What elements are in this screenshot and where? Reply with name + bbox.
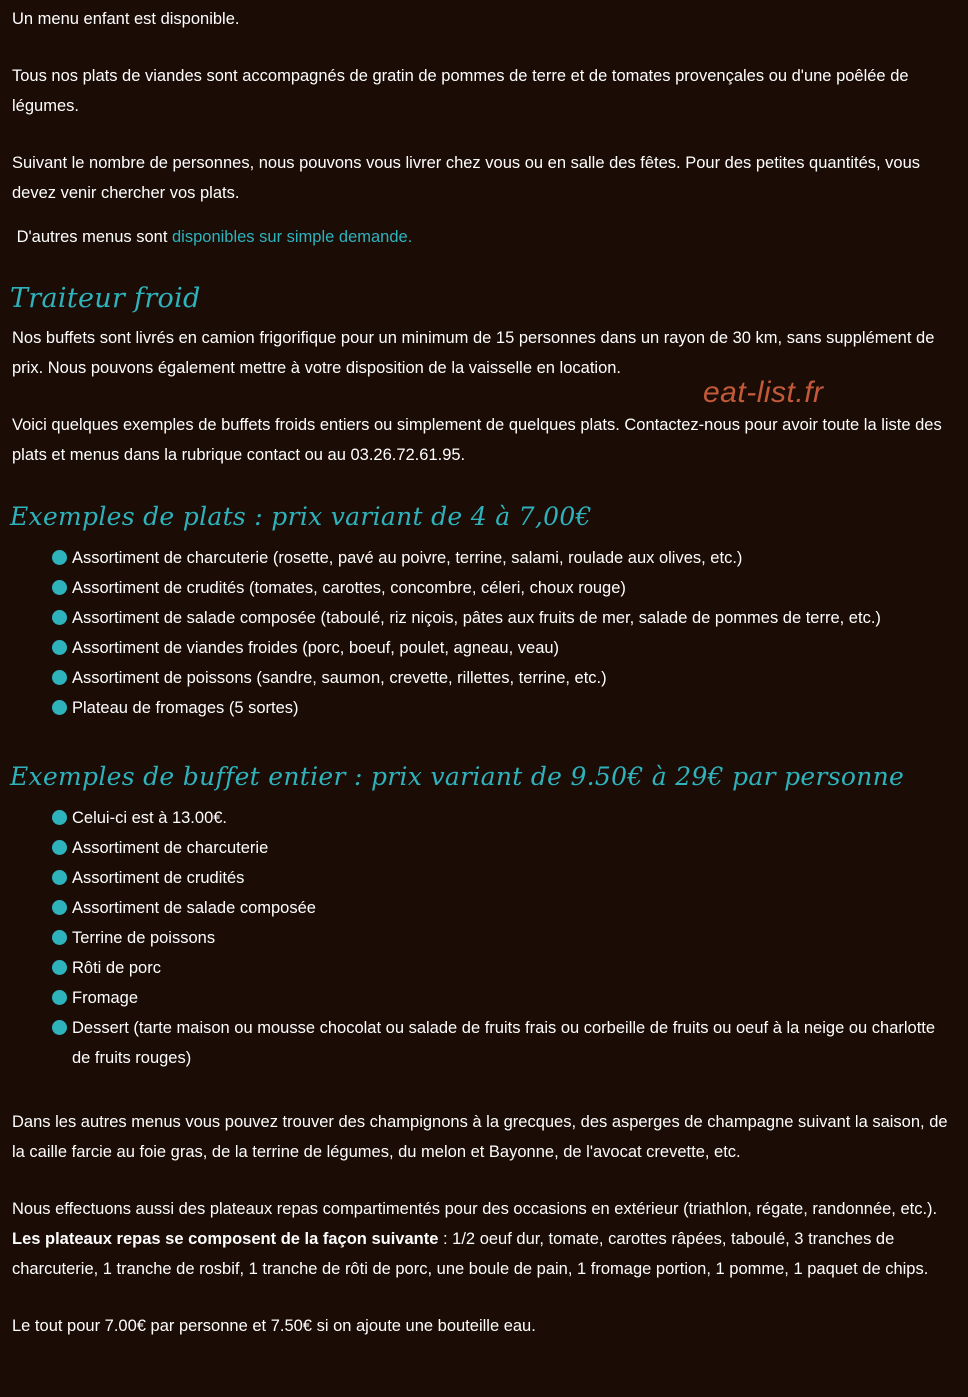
list-item: Assortiment de poissons (sandre, saumon, crevette, rillettes, terrine, etc.): [52, 663, 956, 693]
list-item: Assortiment de crudités: [52, 863, 956, 893]
buffets-delivery-text: Nos buffets sont livrés en camion frigorifique pour un minimum de 15 personnes dans un rayon de 30 km, sans supplément de prix. Nous pouvons également mettre à votre disposition de la vaisselle en location.: [12, 329, 935, 377]
bullet-icon: [52, 900, 67, 915]
trays-contents: : 1/2 oeuf dur, tomate, carottes râpées, taboulé, 3 tranches de charcuterie, 1 tranche de rosbif, 1 tranche de rôti de porc, une boule de pain, 1 fromage portion, 1 pomme, 1 paquet de chips.: [12, 1230, 929, 1278]
meat-dishes-text: Tous nos plats de viandes sont accompagnés de gratin de pommes de terre et de tomates provençales ou d'une poêlée de légumes.: [12, 67, 909, 115]
bullet-icon: [52, 580, 67, 595]
bullet-icon: [52, 550, 67, 565]
list-item: Assortiment de salade composée (taboulé, riz niçois, pâtes aux fruits de mer, salade de pommes de terre, etc.): [52, 603, 956, 633]
buffet-heading: Exemples de buffet entier : prix variant de 9.50€ à 29€ par personne: [10, 762, 905, 791]
list-item: Terrine de poissons: [52, 923, 956, 953]
list-item: Assortiment de salade composée: [52, 893, 956, 923]
trays-paragraph: [12, 1194, 956, 1284]
dishes-list: [12, 543, 956, 723]
bullet-icon: [52, 670, 67, 685]
delivery-text: Suivant le nombre de personnes, nous pouvons vous livrer chez vous ou en salle des fêtes. Pour des petites quantités, vous devez venir chercher vos plats.: [12, 154, 921, 202]
on-request-link[interactable]: disponibles sur simple demande.: [172, 228, 413, 246]
bullet-icon: [52, 960, 67, 975]
other-menus-prefix: D'autres menus sont: [16, 228, 168, 246]
list-item: Celui-ci est à 13.00€.: [52, 803, 956, 833]
bullet-icon: [52, 840, 67, 855]
price-text: Le tout pour 7.00€ par personne et 7.50€ si on ajoute une bouteille eau.: [12, 1317, 536, 1335]
trays-prefix: Nous effectuons aussi des plateaux repas compartimentés pour des occasions en extérieur (triathlon, régate, randonnée, etc.).: [12, 1200, 938, 1218]
other-menus-text: Dans les autres menus vous pouvez trouver des champignons à la grecques, des asperges de champagne suivant la saison, de la caille farcie au foie gras, de la terrine de légumes, du melon et Bayonne, de l'avocat crevette, etc.: [12, 1113, 948, 1161]
kids-menu-text: Un menu enfant est disponible.: [12, 10, 240, 28]
list-item: Assortiment de viandes froides (porc, boeuf, poulet, agneau, veau): [52, 633, 956, 663]
other-menus-paragraph: [12, 222, 956, 252]
list-item: Assortiment de charcuterie: [52, 833, 956, 863]
bullet-icon: [52, 930, 67, 945]
list-item: Fromage: [52, 983, 956, 1013]
bullet-icon: [52, 870, 67, 885]
list-item: Rôti de porc: [52, 953, 956, 983]
cold-catering-heading: Traiteur froid: [10, 283, 201, 314]
list-item: Assortiment de charcuterie (rosette, pavé au poivre, terrine, salami, roulade aux olives, etc.): [52, 543, 956, 573]
bullet-icon: [52, 610, 67, 625]
watermark-logo: eat-list.fr: [703, 376, 824, 409]
bullet-icon: [52, 700, 67, 715]
list-item: Plateau de fromages (5 sortes): [52, 693, 956, 723]
bullet-icon: [52, 1020, 67, 1035]
bullet-icon: [52, 640, 67, 655]
list-item: Assortiment de crudités (tomates, carottes, concombre, céleri, choux rouge): [52, 573, 956, 603]
examples-intro-text: Voici quelques exemples de buffets froids entiers ou simplement de quelques plats. Contactez-nous pour avoir toute la liste des plats et menus dans la rubrique contact ou au 03.26.72.61.95.: [12, 416, 942, 464]
trays-bold-heading: Les plateaux repas se composent de la façon suivante: [12, 1230, 439, 1248]
bullet-icon: [52, 810, 67, 825]
buffet-list: [12, 803, 956, 1073]
bullet-icon: [52, 990, 67, 1005]
dishes-heading: Exemples de plats : prix variant de 4 à 7,00€: [10, 502, 592, 531]
list-item: Dessert (tarte maison ou mousse chocolat ou salade de fruits frais ou corbeille de fruits ou oeuf à la neige ou charlotte de fruits rouges): [52, 1013, 956, 1073]
